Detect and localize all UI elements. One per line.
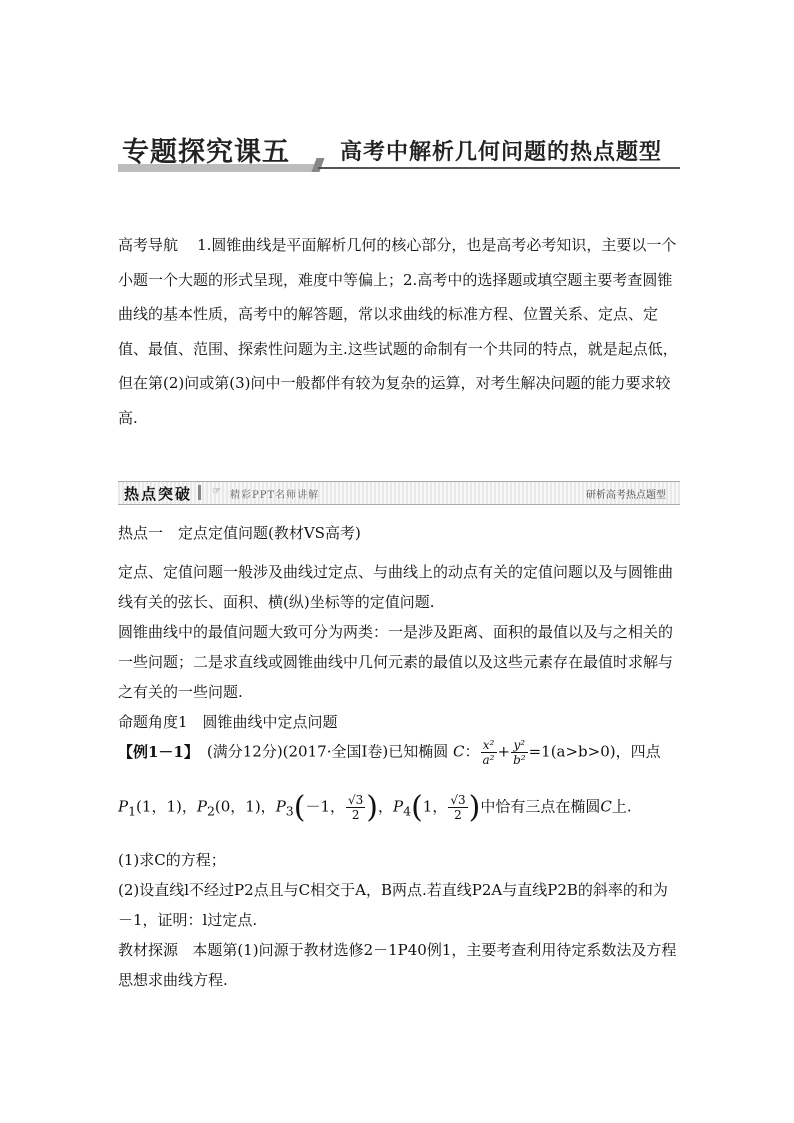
exam-guide <box>118 228 680 435</box>
title-topic: 高考中解析几何问题的热点题型 <box>340 139 663 165</box>
title-divider <box>311 158 324 172</box>
section-bar-subtitle: 精彩PPT名师讲解 <box>230 490 320 501</box>
question-2: (2)设直线l不经过P2点且与C相交于A，B两点.若直线P2A与直线P2B的斜率的和为－1，证明：l过定点. <box>118 881 668 929</box>
curve-colon: ： <box>464 742 480 761</box>
fraction-y: $\frac{\text{y²}}{\text{b²}}$ <box>513 738 526 767</box>
section-bar-separator <box>198 485 201 500</box>
paragraph-fixed-point: 定点、定值问题一般涉及曲线过定点、与曲线上的动点有关的定值问题以及与圆锥曲线有关的弦长、面积、横(纵)坐标等的定值问题. <box>118 563 674 611</box>
page-title <box>118 128 680 172</box>
pointing-hand-icon: ☞ <box>212 486 221 497</box>
example-label: 【例1－1】 <box>118 742 199 761</box>
exam-guide-text: 1.圆锥曲线是平面解析几何的核心部分，也是高考必考知识，主要以一个小题一个大题的形式呈现，难度中等偏上；2.高考中的选择题或填空题主要考查圆锥曲线的基本性质，高考中的解答题，常以求曲线的标准方程、位置关系、定点、定值、最值、范围、探索性问题为主.这些试题的命制有一个共同的特点，就是起点低，但在第(2)问或第(3)问中一般都伴有较为复杂的运算，对考生解决问题的能力要求较高. <box>118 236 678 427</box>
fraction-x: $\frac{\text{x²}}{\text{a²}}$ <box>482 738 495 767</box>
ellipse-condition: =1(a>b>0)，四点 <box>528 742 661 761</box>
points-end: 上. <box>611 797 632 816</box>
textbook-source <box>118 935 680 995</box>
curve-name-2: C <box>600 797 612 816</box>
section-bar-right-label: 研析高考热点题型 <box>586 490 666 501</box>
example-statement: 【例1－1】 (满分12分)(2017·全国Ⅰ卷)已知椭圆 C： $\frac{\text{x²}}{\text{a²}}$ + $\frac{\text{y²}}{\text{b²}}$ =1(a>b>0)，四点 <box>118 738 661 767</box>
title-series: 专题探究课五 <box>122 137 290 168</box>
question-1: (1)求C的方程； <box>118 851 226 869</box>
curve-name: C <box>453 742 465 761</box>
title-underline <box>318 167 680 169</box>
hot-point-heading: 热点一 定点定值问题(教材VS高考) <box>118 524 361 542</box>
fraction-root3-b: $\frac{√3}{2}$ <box>450 793 466 822</box>
points-list: $P_1(1$，1)，$P_2(0$，1)，$P_3(-1$， $\frac{√3}{2}$ )，$P_4(1$， $\frac{√3}{2}$ )中恰有三点在椭圆C上. <box>118 790 632 825</box>
exam-guide-label: 高考导航 <box>118 236 179 254</box>
example-intro: (满分12分)(2017·全国Ⅰ卷)已知椭圆 <box>206 742 449 761</box>
hot-point-body <box>118 557 680 737</box>
textbook-source-label: 教材探源 <box>118 941 179 959</box>
questions <box>118 845 680 995</box>
textbook-source-text: 本题第(1)问源于教材选修2－1P40例1，主要考查利用待定系数法及方程思想求曲线方程. <box>118 941 677 989</box>
fraction-root3-a: $\frac{√3}{2}$ <box>348 793 364 822</box>
section-bar-label: 热点突破 <box>124 485 193 503</box>
section-bar <box>118 481 680 505</box>
points-tail: 中恰有三点在椭圆 <box>480 797 601 816</box>
proposition-angle: 命题角度1 圆锥曲线中定点问题 <box>118 713 338 731</box>
paragraph-extremum: 圆锥曲线中的最值问题大致可分为两类：一是涉及距离、面积的最值以及与之相关的一些问题；二是求直线或圆锥曲线中几何元素的最值以及这些元素存在最值时求解与之有关的一些问题. <box>118 623 674 701</box>
